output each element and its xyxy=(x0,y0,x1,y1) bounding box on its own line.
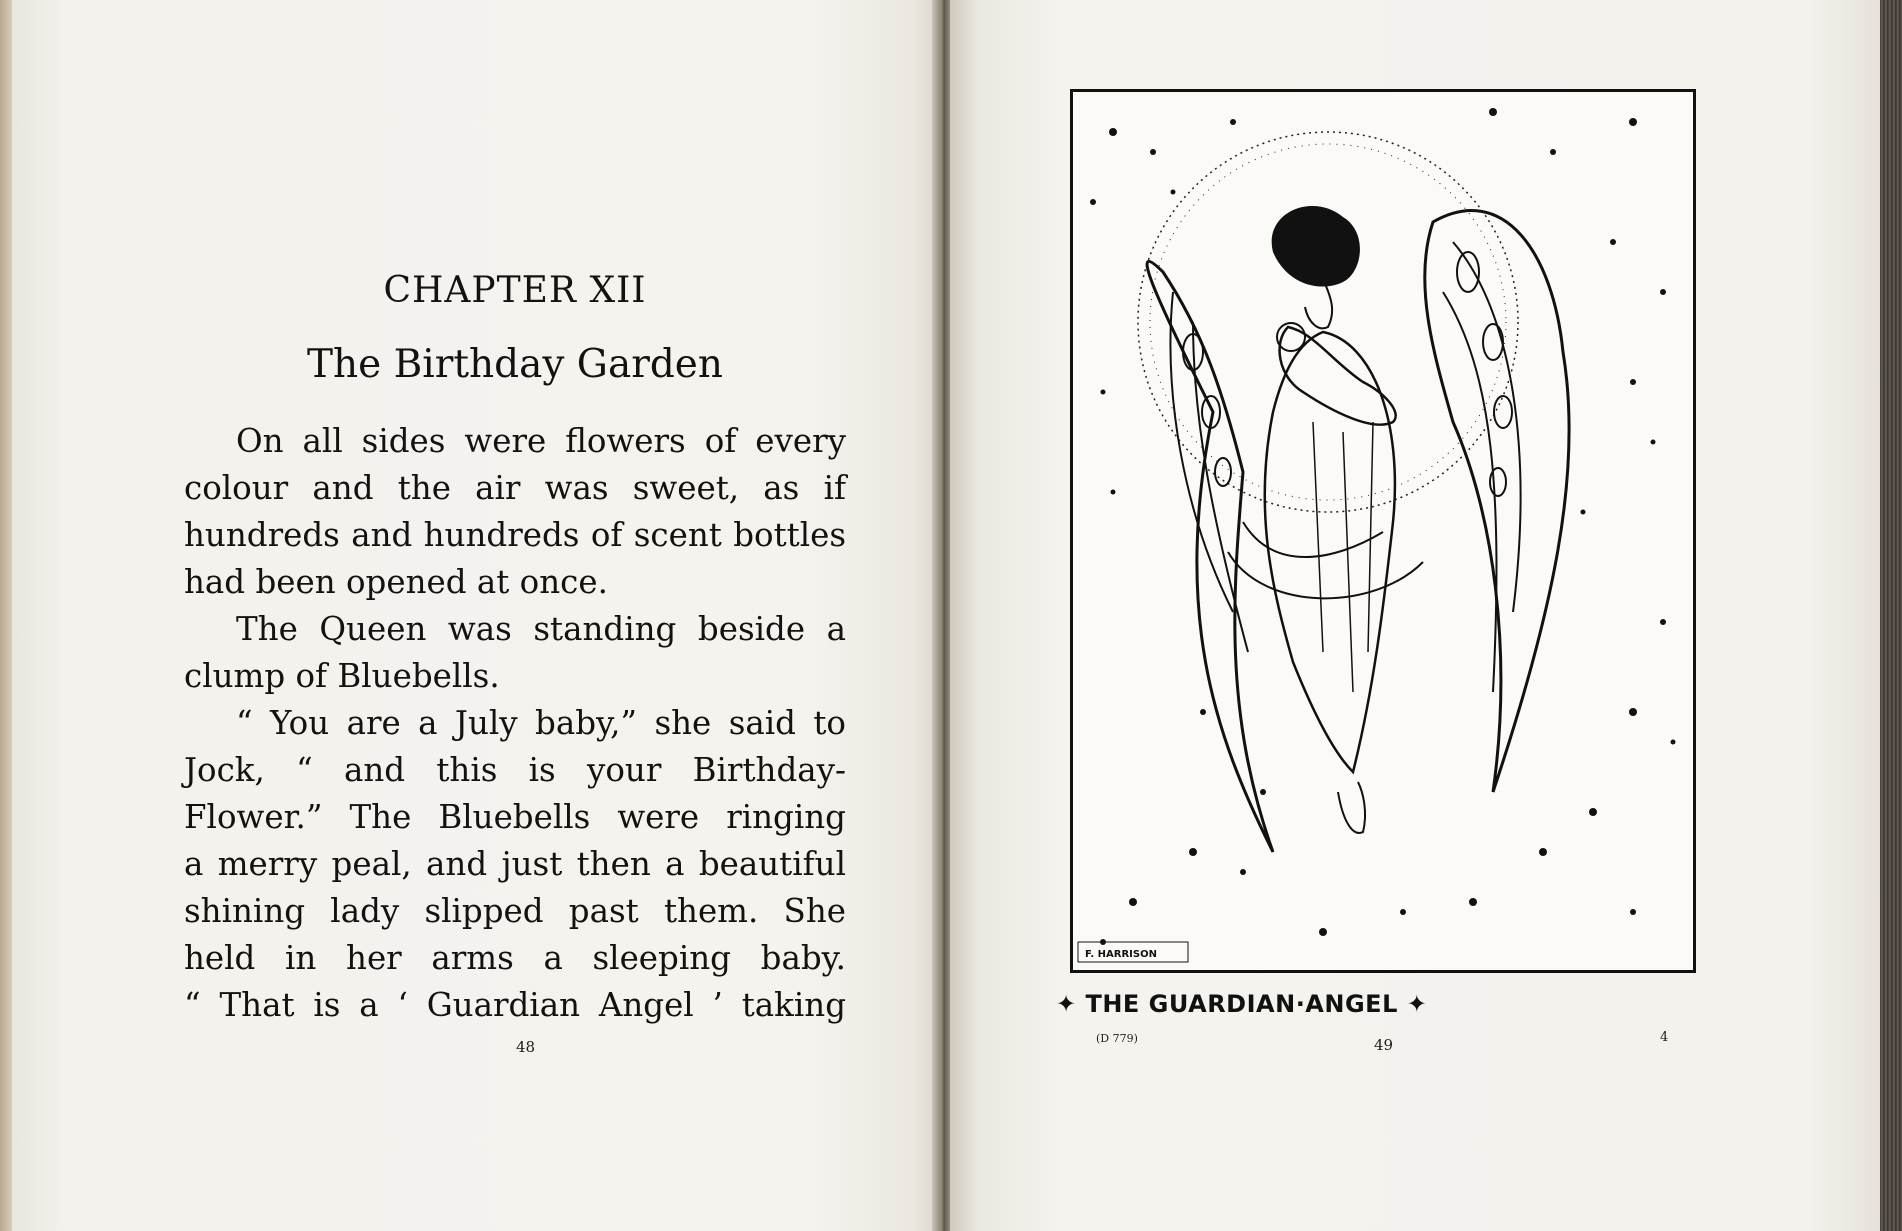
text-line: Jock, “ and this is your Birthday- xyxy=(184,751,846,789)
text-line: On all sides were flowers of every xyxy=(236,422,846,460)
text-line: a merry peal, and just then a beautiful xyxy=(184,845,846,883)
signature-mark: 4 xyxy=(1660,1030,1669,1045)
book-edge-left xyxy=(0,0,12,1231)
text-line: The Queen was standing beside a xyxy=(236,610,846,648)
body-text xyxy=(184,418,846,1029)
text-line: Flower.” The Bluebells were ringing xyxy=(184,798,846,836)
illustration-frame xyxy=(1070,89,1696,973)
caption-text: THE GUARDIAN·ANGEL xyxy=(1085,990,1398,1018)
guardian-angel-illustration xyxy=(1073,92,1693,970)
text-line: had been opened at once. xyxy=(184,563,608,601)
artist-signature: F. HARRISON xyxy=(1085,949,1157,960)
chapter-heading: CHAPTER XII xyxy=(383,270,647,311)
text-line: hundreds and hundreds of scent bottles xyxy=(184,516,846,554)
text-line: colour and the air was sweet, as if xyxy=(184,469,846,507)
text-line: “ That is a ‘ Guardian Angel ’ taking xyxy=(184,986,846,1024)
star-ornament-icon: ✦ xyxy=(1406,990,1428,1018)
left-page-text xyxy=(184,0,846,1231)
text-line: “ You are a July baby,” she said to xyxy=(236,704,846,742)
text-line: shining lady slipped past them. She xyxy=(184,892,846,930)
illustration-caption xyxy=(1056,990,1427,1018)
plate-code: (D 779) xyxy=(1096,1032,1138,1045)
left-page-number: 48 xyxy=(516,1038,536,1056)
book-edge-right xyxy=(1880,0,1902,1231)
text-line: clump of Bluebells. xyxy=(184,657,500,695)
star-ornament-icon: ✦ xyxy=(1056,990,1077,1018)
text-line: held in her arms a sleeping baby. xyxy=(184,939,846,977)
stars-decoration xyxy=(1090,108,1676,945)
chapter-title: The Birthday Garden xyxy=(306,342,724,387)
right-page-number: 49 xyxy=(1374,1036,1394,1054)
